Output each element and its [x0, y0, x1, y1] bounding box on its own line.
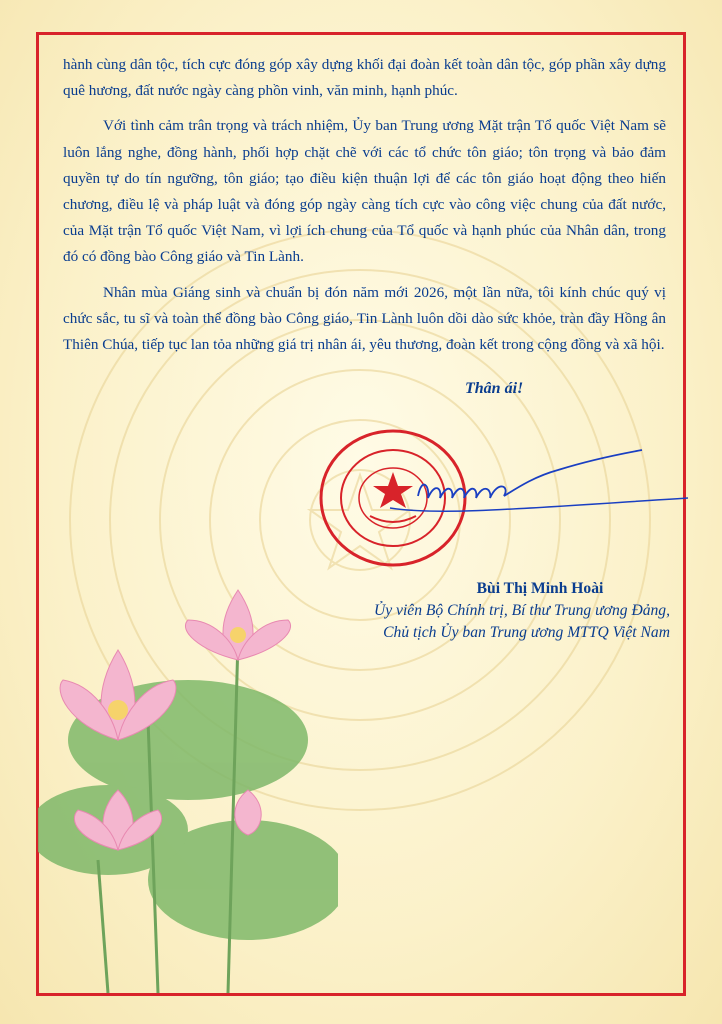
letter-body: [63, 52, 666, 367]
signer-title-line-1: Ủy viên Bộ Chính trị, Bí thư Trung ương Đảng,: [373, 602, 670, 619]
signature: [380, 446, 690, 526]
closing-greeting: Thân ái!: [465, 380, 524, 397]
signer-title-line-2: Chủ tịch Ủy ban Trung ương MTTQ Việt Nam: [383, 624, 670, 641]
paragraph-2: Với tình cảm trân trọng và trách nhiệm, Ủy ban Trung ương Mặt trận Tổ quốc Việt Nam sẽ luôn lắng nghe, đồng hành, phối hợp chặt chẽ với các tổ chức tôn giáo; tôn trọng và bảo đảm quyền tự do tín ngưỡng, tôn giáo; tạo điều kiện thuận lợi để các tôn giáo hoạt động theo hiến chương, điều lệ và pháp luật và đóng góp ngày càng tích cực vào công việc chung của đất nước, của Mặt trận Tổ quốc Việt Nam, vì lợi ích chung của Tổ quốc và hạnh phúc của Nhân dân, trong đó có đồng bào Công giáo và Tin Lành.: [63, 117, 666, 266]
signer-name: Bùi Thị Minh Hoài: [476, 580, 604, 597]
lotus-illustration: [38, 560, 338, 993]
signer-block: [300, 578, 670, 644]
paragraph-1: hành cùng dân tộc, tích cực đóng góp xây dựng khối đại đoàn kết toàn dân tộc, góp phần xây dựng quê hương, đất nước ngày càng phồn vinh, văn minh, hạnh phúc.: [63, 56, 666, 100]
paragraph-3: Nhân mùa Giáng sinh và chuẩn bị đón năm mới 2026, một lần nữa, tôi kính chúc quý vị chức sắc, tu sĩ và toàn thể đồng bào Công giáo, Tin Lành luôn dồi dào sức khỏe, tràn đầy Hồng ân Thiên Chúa, tiếp tục lan tỏa những giá trị nhân ái, yêu thương, đoàn kết trong cộng đồng và xã hội.: [63, 283, 666, 354]
